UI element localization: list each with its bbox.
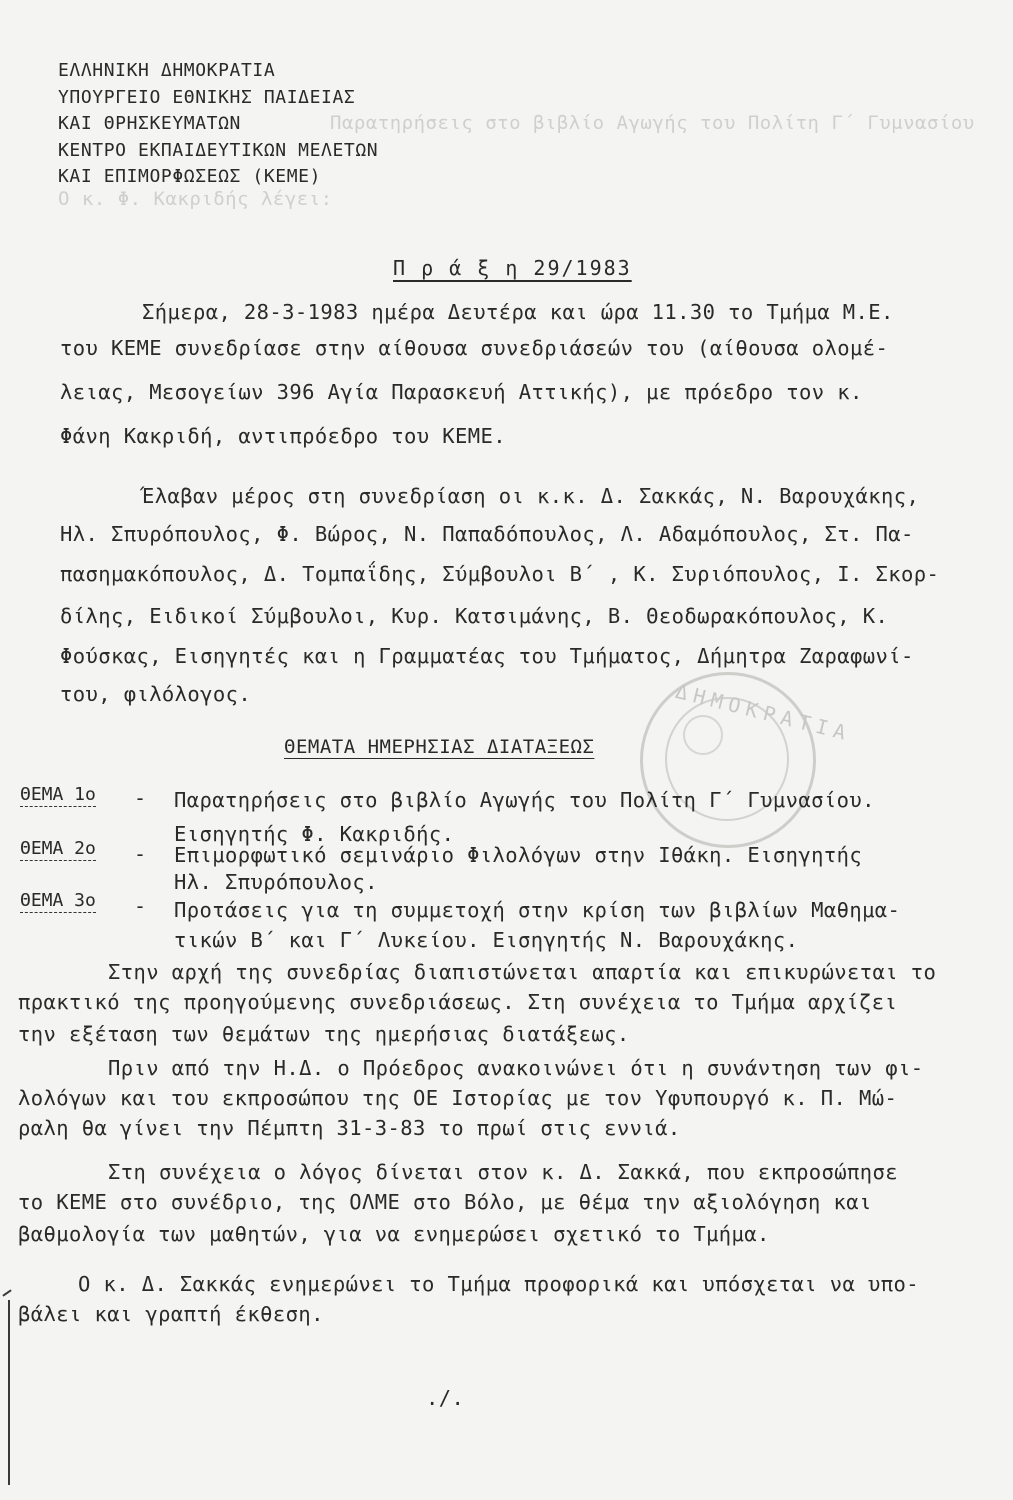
intro-line: Φάνη Κακριδή, αντιπρόεδρο του ΚΕΜΕ. xyxy=(60,424,506,448)
topic-3-line: τικών Β΄ και Γ΄ Λυκείου. Εισηγητής Ν. Βαρουχάκης. xyxy=(174,928,799,952)
continuation-mark: ./. xyxy=(426,1386,465,1410)
report-line: Ο κ. Δ. Σακκάς ενημερώνει το Τμήμα προφορικά και υπόσχεται να υπο- xyxy=(78,1272,919,1296)
letterhead-line: ΕΛΛΗΝΙΚΗ ΔΗΜΟΚΡΑΤΙΑ xyxy=(58,60,276,81)
stamp-text: ΔΗΜΟΚΡΑΤΙΑ xyxy=(673,679,855,746)
intro-line: λειας, Μεσογείων 396 Αγία Παρασκευή Αττικής), με πρόεδρο τον κ. xyxy=(60,380,863,404)
agenda-title: ΘΕΜΑΤΑ ΗΜΕΡΗΣΙΑΣ ΔΙΑΤΑΞΕΩΣ xyxy=(284,736,595,758)
sakkas-line: βαθμολογία των μαθητών, για να ενημερώσει σχετικό το Τμήμα. xyxy=(18,1222,770,1246)
quorum-line: πρακτικό της προηγούμενης συνεδριάσεως. Στη συνέχεια το Τμήμα αρχίζει xyxy=(18,990,898,1014)
sakkas-line: το ΚΕΜΕ στο συνέδριο, της ΟΛΜΕ στο Βόλο, με θέμα την αξιολόγηση και xyxy=(18,1190,872,1214)
bleed-through-text: Παρατηρήσεις στο βιβλίο Αγωγής του Πολίτη Γ΄ Γυμνασίου xyxy=(330,112,975,134)
letterhead-line: ΚΕΝΤΡΟ ΕΚΠΑΙΔΕΥΤΙΚΩΝ ΜΕΛΕΤΩΝ xyxy=(58,139,379,161)
margin-mark xyxy=(2,1289,11,1296)
quorum-line: Στην αρχή της συνεδρίας διαπιστώνεται απαρτία και επικυρώνεται το xyxy=(108,960,937,984)
sakkas-line: Στη συνέχεια ο λόγος δίνεται στον κ. Δ. Σακκά, που εκπροσώπησε xyxy=(108,1160,899,1184)
participants-line: δίλης, Ειδικοί Σύμβουλοι, Κυρ. Κατσιμάνης, Β. Θεοδωρακόπουλος, Κ. xyxy=(60,604,889,628)
participants-line: Ηλ. Σπυρόπουλος, Φ. Βώρος, Ν. Παπαδόπουλος, Λ. Αδαμόπουλος, Στ. Πα- xyxy=(60,522,914,546)
bleed-through-text: Ο κ. Φ. Κακριδής λέγει: xyxy=(58,188,333,210)
letterhead-line: ΚΑΙ ΕΠΙΜΟΡΦΩΣΕΩΣ (ΚΕΜΕ) xyxy=(58,166,322,187)
participants-line: πασημακόπουλος, Δ. Τομπαΐδης, Σύμβουλοι Β΄ , Κ. Συριόπουλος, Ι. Σκορ- xyxy=(60,562,940,586)
official-seal-stamp xyxy=(640,672,855,848)
report-line: βάλει και γραπτή έκθεση. xyxy=(18,1302,324,1326)
document-title: Π ρ ά ξ η 29/1983 xyxy=(393,256,632,280)
announcement-line: ραλη θα γίνει την Πέμπτη 31-3-83 το πρωί στις εννιά. xyxy=(18,1116,681,1140)
topic-2-label: ΘΕΜΑ 2ο xyxy=(20,838,96,859)
margin-line xyxy=(8,1300,10,1485)
topic-2-line: Επιμορφωτικό σεμινάριο Φιλολόγων στην Ιθάκη. Εισηγητής xyxy=(174,843,863,867)
announcement-line: λολόγων και του εκπροσώπου της ΟΕ Ιστορίας με τον Υφυπουργό κ. Π. Μώ- xyxy=(18,1086,898,1110)
intro-line: Σήμερα, 28-3-1983 ημέρα Δευτέρα και ώρα 11.30 το Τμήμα Μ.Ε. xyxy=(142,300,894,324)
topic-1-line: Εισηγητής Φ. Κακριδής. xyxy=(174,822,455,846)
participants-line: του, φιλόλογος. xyxy=(60,682,252,706)
topic-3-label: ΘΕΜΑ 3ο xyxy=(20,890,96,911)
announcement-line: Πριν από την Η.Δ. ο Πρόεδρος ανακοινώνει ότι η συνάντηση των φι- xyxy=(108,1056,924,1080)
topic-1-label: ΘΕΜΑ 1ο xyxy=(20,784,96,805)
topic-dash: - xyxy=(134,842,147,866)
letterhead xyxy=(58,58,378,191)
participants-line: Φούσκας, Εισηγητές και η Γραμματέας του Τμήματος, Δήμητρα Ζαραφωνί- xyxy=(60,644,914,668)
participants-line: Έλαβαν μέρος στη συνεδρίαση οι κ.κ. Δ. Σακκάς, Ν. Βαρουχάκης, xyxy=(142,484,920,508)
letterhead-line: ΥΠΟΥΡΓΕΙΟ ΕΘΝΙΚΗΣ ΠΑΙΔΕΙΑΣ xyxy=(58,86,356,108)
topic-3-line: Προτάσεις για τη συμμετοχή στην κρίση των βιβλίων Μαθημα- xyxy=(174,898,901,922)
quorum-line: την εξέταση των θεμάτων της ημερήσιας διατάξεως. xyxy=(18,1022,630,1046)
topic-1-line: Παρατηρήσεις στο βιβλίο Αγωγής του Πολίτη Γ΄ Γυμνασίου. xyxy=(174,788,875,812)
topic-dash: - xyxy=(134,786,147,810)
topic-dash: - xyxy=(134,894,147,918)
topic-2-line: Ηλ. Σπυρόπουλος. xyxy=(174,870,378,894)
letterhead-line: ΚΑΙ ΘΡΗΣΚΕΥΜΑΤΩΝ xyxy=(58,113,241,134)
intro-line: του ΚΕΜΕ συνεδρίασε στην αίθουσα συνεδριάσεών του (αίθουσα ολομέ- xyxy=(60,336,889,360)
